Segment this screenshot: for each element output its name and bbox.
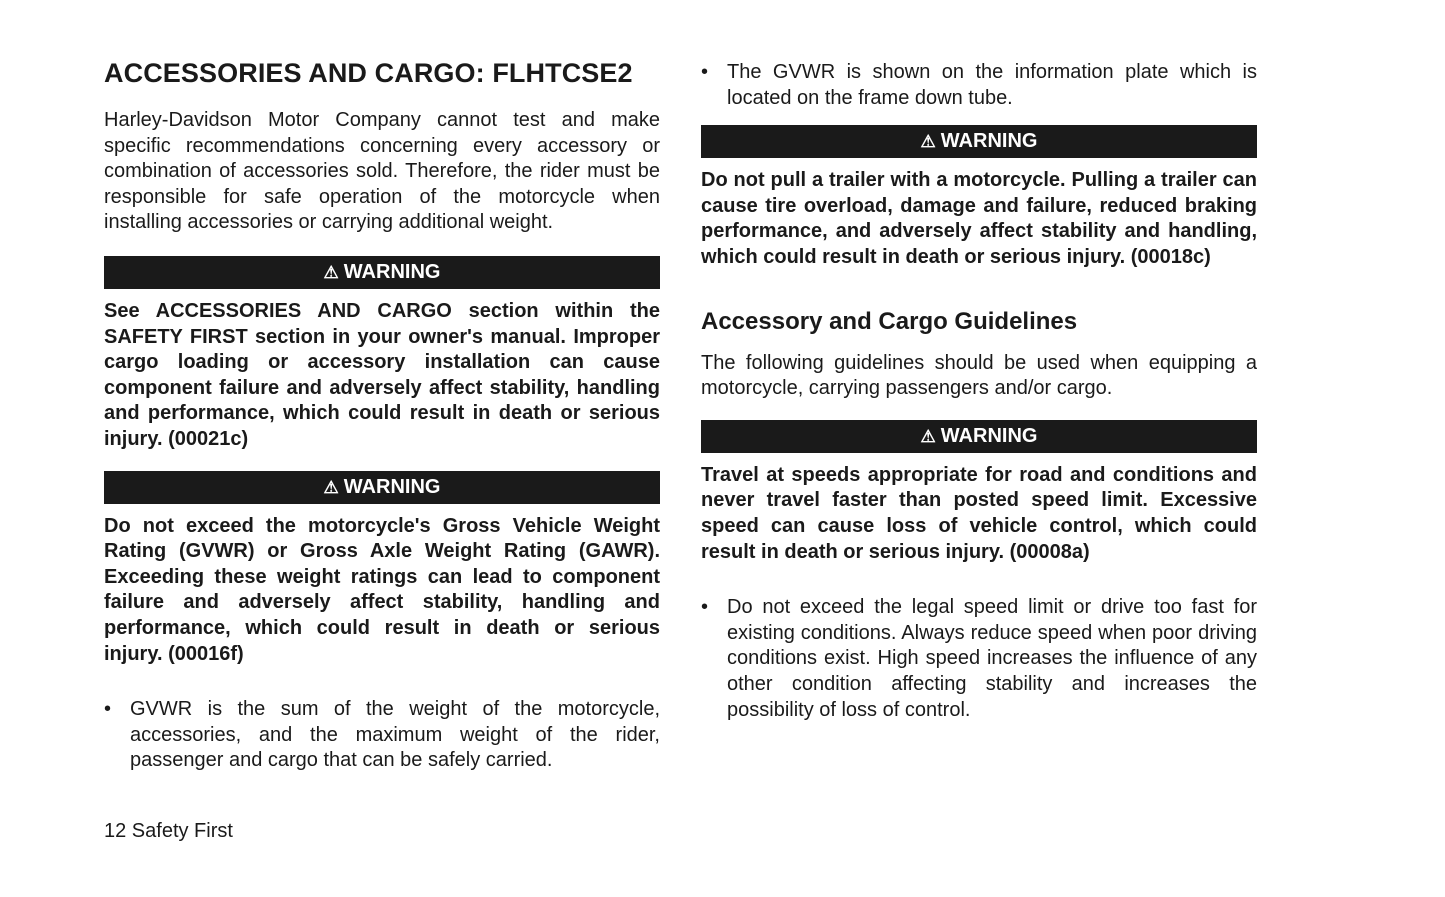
bullet-text: The GVWR is shown on the information plate which is located on the frame down tube. [727, 61, 1257, 109]
page-title: ACCESSORIES AND CARGO: FLHTCSE2 [104, 58, 633, 88]
bullet-icon: • [701, 61, 709, 83]
warning-text: See ACCESSORIES AND CARGO section within the SAFETY FIRST section in your owner's manual. Improper cargo loading or accessory installation can cause component failure and adversely affect stability, handling and performance, which could result in death or serious injury. (00021c) [104, 299, 660, 450]
section-intro: The following guidelines should be used when equipping a motorcycle, carrying passengers and/or cargo. [701, 351, 1257, 400]
warning-triangle-icon: ⚠ [920, 132, 936, 152]
left-column [104, 56, 660, 774]
bullet-item [104, 697, 660, 774]
warning-label: WARNING [343, 475, 441, 498]
page-footer: 12 Safety First [104, 820, 233, 842]
warning-banner [701, 125, 1257, 158]
bullet-item [701, 60, 1257, 111]
warning-banner [701, 420, 1257, 453]
warning-label: WARNING [940, 424, 1038, 447]
warning-text: Do not exceed the motorcycle's Gross Vehicle Weight Rating (GVWR) or Gross Axle Weight Rating (GAWR). Exceeding these weight ratings can lead to component failure and adversely affect stability, handling and performance, which could result in death or serious injury. (00016f) [104, 514, 660, 665]
intro-paragraph: Harley-Davidson Motor Company cannot test and make specific recommendations concerning every accessory or combination of accessories sold. Therefore, the rider must be responsible for safe operation of the motorcycle when installing accessories or carrying additional weight. [104, 109, 660, 234]
warning-text: Travel at speeds appropriate for road and conditions and never travel faster than posted speed limit. Excessive speed can cause loss of vehicle control, which could result in death or serious injury. (00008a) [701, 463, 1257, 563]
warning-triangle-icon: ⚠ [323, 477, 339, 497]
bullet-icon: • [104, 698, 112, 721]
right-column [701, 60, 1257, 723]
warning-text: Do not pull a trailer with a motorcycle. Pulling a trailer can cause tire overload, damage and failure, reduced braking performance, and adversely affect stability and handling, which could result in death or serious injury. (00018c) [701, 169, 1257, 268]
warning-label: WARNING [940, 130, 1038, 153]
warning-label: WARNING [343, 260, 441, 283]
warning-banner [104, 256, 660, 289]
warning-banner [104, 471, 660, 504]
bullet-icon: • [701, 596, 709, 619]
warning-triangle-icon: ⚠ [323, 262, 339, 282]
section-heading: Accessory and Cargo Guidelines [701, 307, 1078, 335]
bullet-text: Do not exceed the legal speed limit or drive too fast for existing conditions. Always reduce speed when poor driving conditions exist. High speed increases the influence of any other condition affecting stability and increases the possibility of loss of control. [727, 596, 1257, 721]
bullet-text: GVWR is the sum of the weight of the motorcycle, accessories, and the maximum weight of the rider, passenger and cargo that can be safely carried. [130, 698, 660, 772]
bullet-item [701, 595, 1257, 723]
warning-triangle-icon: ⚠ [920, 426, 936, 446]
